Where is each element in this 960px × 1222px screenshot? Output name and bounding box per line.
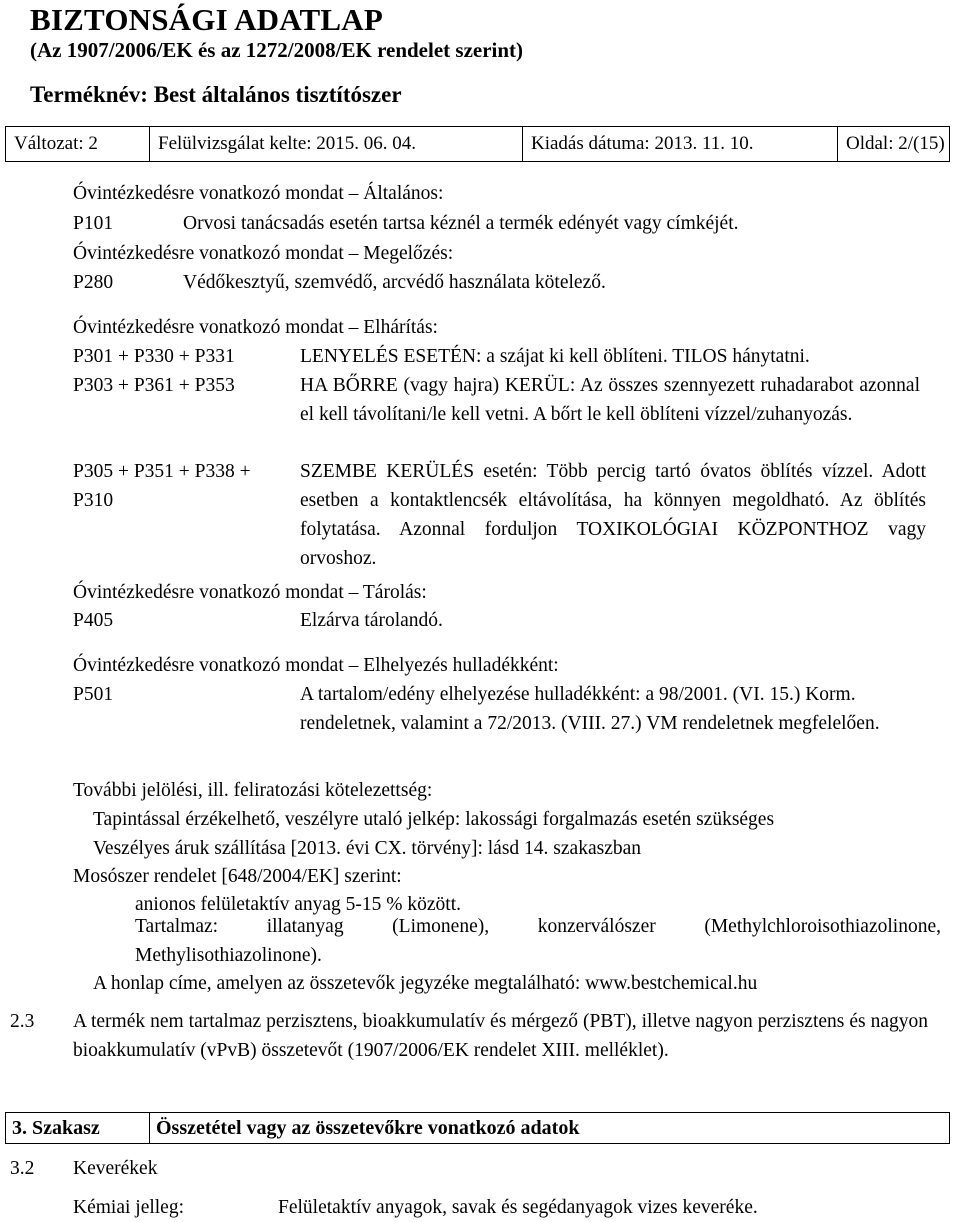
detergent-regulation-text: Mosószer rendelet [648/2004/EK] szerint: [73, 866, 402, 887]
revision-date-cell: Felülvizsgálat kelte: 2015. 06. 04. [150, 127, 523, 161]
p405-code: P405 [73, 610, 114, 631]
general-heading: Óvintézkedésre vonatkozó mondat – Általános: [73, 183, 444, 204]
disposal-heading: Óvintézkedésre vonatkozó mondat – Elhelyezés hulladékként: [73, 655, 559, 676]
issue-date-cell: Kiadás dátuma: 2013. 11. 10. [523, 127, 838, 161]
labelling-heading: További jelölési, ill. feliratozási kötelezettség: [73, 780, 433, 801]
response-code-1: P301 + P330 + P331 [73, 346, 235, 367]
anionic-surfactant-text: anionos felületaktív anyag 5-15 % között. [135, 894, 461, 915]
p501-text: A tartalom/edény elhelyezése hulladékként: a 98/2001. (VI. 15.) Korm. rendeletnek, valamint a 72/2013. (VIII. 27.) VM rendeletnek megfelelően. [300, 684, 880, 734]
document-subtitle: (Az 1907/2006/EK és az 1272/2008/EK rendelet szerint) [30, 38, 524, 62]
subsection-3-2-title: Keverékek [73, 1158, 158, 1179]
section-3-title: Összetétel vagy az összetevőkre vonatkozó adatok [156, 1116, 580, 1139]
section-3-header [5, 1112, 950, 1144]
p101-code: P101 [73, 213, 114, 234]
response-code-3: P305 + P351 + P338 + P310 [73, 461, 251, 511]
section-2-3-text: A termék nem tartalmaz perzisztens, bioakkumulatív és mérgező (PBT), illetve nagyon perzisztens és nagyon bioakkumulatív (vPvB) összetevőt (1907/2006/EK rendelet XIII. melléklet). [73, 1011, 928, 1061]
page-number-cell: Oldal: 2/(15) [846, 133, 945, 154]
response-text-3: SZEMBE KERÜLÉS esetén: Több percig tartó óvatos öblítés vízzel. Adott esetben a kontaktlencsék eltávolítása, ha könnyen megoldható. Az öblítés folytatása. Azonnal forduljon TOXIKOLÓGIAI KÖZPONTHOZ vagy orvoshoz. [300, 461, 926, 569]
section-2-3-number: 2.3 [10, 1011, 35, 1032]
chemical-nature-label: Kémiai jelleg: [73, 1197, 185, 1218]
transport-text: Veszélyes áruk szállítása [2013. évi CX. törvény]: lásd 14. szakaszban [93, 838, 641, 859]
response-text-2: HA BŐRRE (vagy hajra) KERÜL: Az összes szennyezett ruhadarabot azonnal el kell távolítani/le kell vetni. A bőrt le kell öblíteni vízzel/zuhanyozás. [300, 375, 920, 425]
chemical-nature-value: Felületaktív anyagok, savak és segédanyagok vizes keveréke. [278, 1197, 758, 1218]
version-cell: Változat: 2 [6, 127, 150, 161]
contains-text: Tartalmaz: illatanyag (Limonene), konzerválószer (Methylchloroisothiazolinone, Methylisothiazolinone). [135, 916, 941, 966]
section-3-label: 3. Szakasz [6, 1113, 150, 1143]
document-info-bar [5, 126, 950, 162]
response-code-2: P303 + P361 + P353 [73, 375, 235, 396]
p501-code: P501 [73, 684, 114, 705]
storage-heading: Óvintézkedésre vonatkozó mondat – Tárolás: [73, 582, 427, 603]
p280-text: Védőkesztyű, szemvédő, arcvédő használata kötelező. [183, 272, 606, 293]
response-text-1: LENYELÉS ESETÉN: a szájat ki kell öblíteni. TILOS hánytatni. [300, 346, 810, 367]
prevention-heading: Óvintézkedésre vonatkozó mondat – Megelőzés: [73, 243, 454, 264]
tactile-warning-text: Tapintással érzékelhető, veszélyre utaló jelkép: lakossági forgalmazás esetén szükséges [93, 809, 775, 830]
p280-code: P280 [73, 272, 114, 293]
subsection-3-2-number: 3.2 [10, 1158, 35, 1179]
p405-text: Elzárva tárolandó. [300, 610, 443, 631]
p101-text: Orvosi tanácsadás esetén tartsa kéznél a termék edényét vagy címkéjét. [183, 213, 739, 234]
response-heading: Óvintézkedésre vonatkozó mondat – Elhárítás: [73, 317, 438, 338]
website-text: A honlap címe, amelyen az összetevők jegyzéke megtalálható: www.bestchemical.hu [93, 973, 758, 994]
document-title: BIZTONSÁGI ADATLAP [30, 2, 384, 37]
product-name: Terméknév: Best általános tisztítószer [30, 82, 402, 107]
